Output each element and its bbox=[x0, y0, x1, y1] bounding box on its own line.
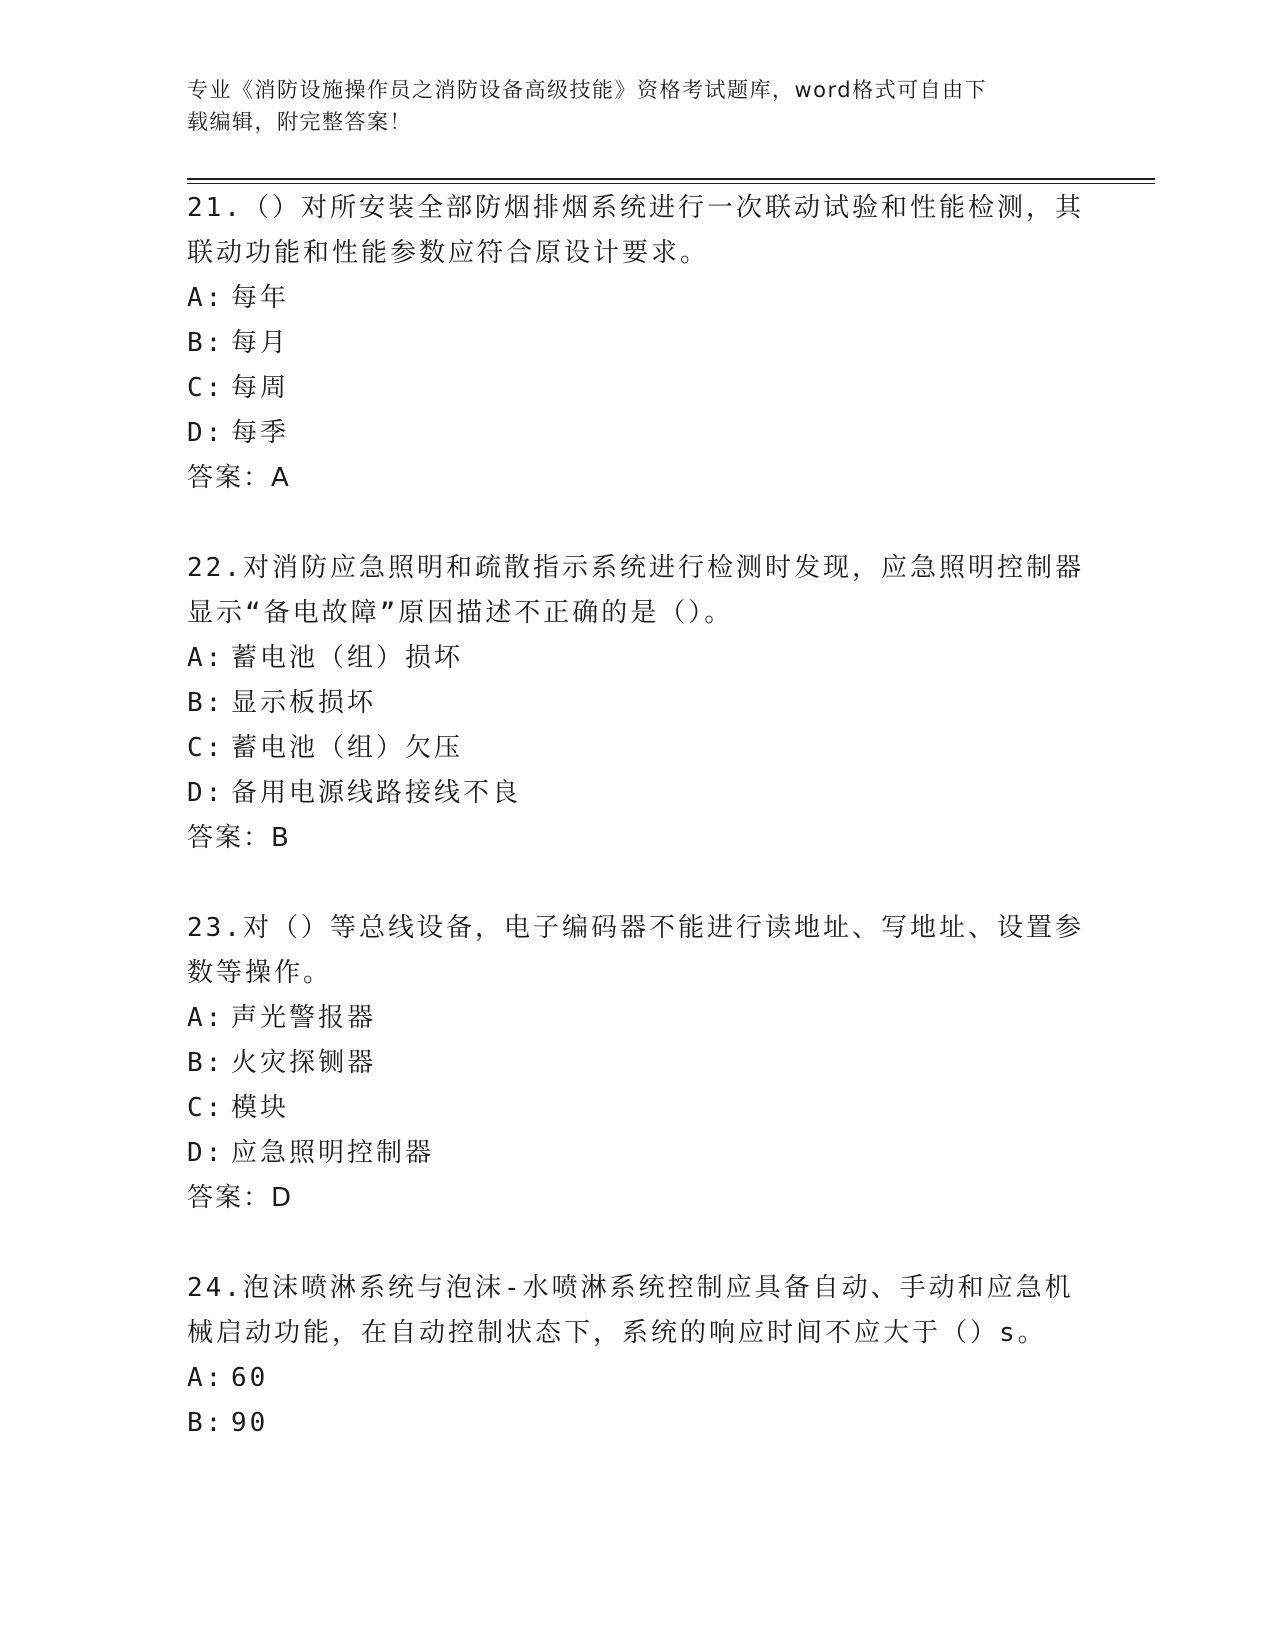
option-d bbox=[187, 411, 1087, 456]
answer-label: 答案：B bbox=[187, 823, 291, 853]
option-b bbox=[187, 1041, 1087, 1086]
option-b bbox=[187, 1401, 1087, 1446]
question-21 bbox=[187, 186, 1087, 501]
header-line-1: 专业《消防设施操作员之消防设备高级技能》资格考试题库，word格式可自由下 bbox=[187, 78, 988, 102]
option-a bbox=[187, 996, 1087, 1041]
option-a bbox=[187, 636, 1087, 681]
option-letter: A: bbox=[187, 1003, 225, 1033]
option-b bbox=[187, 681, 1087, 726]
option-text: 声光警报器 bbox=[231, 1003, 377, 1033]
question-24 bbox=[187, 1266, 1087, 1446]
question-stem-line: 显示“备电故障”原因描述不正确的是（）。 bbox=[187, 598, 734, 628]
option-text: 显示板损坏 bbox=[231, 688, 377, 718]
answer-label: 答案：A bbox=[187, 463, 291, 493]
option-a bbox=[187, 276, 1087, 321]
option-text: 每月 bbox=[231, 328, 290, 358]
option-c bbox=[187, 726, 1087, 771]
option-letter: A: bbox=[187, 643, 225, 673]
option-c bbox=[187, 366, 1087, 411]
option-text: 应急照明控制器 bbox=[231, 1138, 435, 1168]
option-letter: D: bbox=[187, 778, 225, 808]
option-letter: B: bbox=[187, 1408, 225, 1438]
option-a bbox=[187, 1356, 1087, 1401]
option-text: 火灾探铡器 bbox=[231, 1048, 377, 1078]
option-text: 每季 bbox=[231, 418, 290, 448]
option-letter: D: bbox=[187, 1138, 225, 1168]
header-divider-thick bbox=[187, 178, 1155, 180]
option-d bbox=[187, 1131, 1087, 1176]
option-letter: D: bbox=[187, 418, 225, 448]
option-c bbox=[187, 1086, 1087, 1131]
document-header bbox=[187, 74, 1067, 138]
question-stem-line: 21.（）对所安装全部防烟排烟系统进行一次联动试验和性能检测，其 bbox=[187, 193, 1084, 223]
option-text: 每周 bbox=[231, 373, 290, 403]
question-stem-line: 械启动功能，在自动控制状态下，系统的响应时间不应大于（）s。 bbox=[187, 1318, 1047, 1348]
option-letter: B: bbox=[187, 1048, 225, 1078]
question-stem-line: 数等操作。 bbox=[187, 958, 333, 988]
option-text: 模块 bbox=[231, 1093, 290, 1123]
header-line-2: 载编辑，附完整答案！ bbox=[187, 110, 412, 134]
option-letter: A: bbox=[187, 283, 225, 313]
option-letter: C: bbox=[187, 733, 225, 763]
option-text: 备用电源线路接线不良 bbox=[231, 778, 522, 808]
option-letter: B: bbox=[187, 328, 225, 358]
option-text: 90 bbox=[231, 1408, 269, 1438]
option-letter: C: bbox=[187, 373, 225, 403]
question-23 bbox=[187, 906, 1087, 1221]
option-d bbox=[187, 771, 1087, 816]
option-letter: C: bbox=[187, 1093, 225, 1123]
option-text: 蓄电池（组）欠压 bbox=[231, 733, 464, 763]
option-letter: B: bbox=[187, 688, 225, 718]
option-b bbox=[187, 321, 1087, 366]
question-stem-line: 22.对消防应急照明和疏散指示系统进行检测时发现，应急照明控制器 bbox=[187, 553, 1084, 583]
option-letter: A: bbox=[187, 1363, 225, 1393]
header-divider-thin bbox=[187, 183, 1155, 184]
option-text: 60 bbox=[231, 1363, 269, 1393]
question-stem-line: 联动功能和性能参数应符合原设计要求。 bbox=[187, 238, 710, 268]
answer-label: 答案：D bbox=[187, 1183, 294, 1213]
option-text: 每年 bbox=[231, 283, 290, 313]
option-text: 蓄电池（组）损坏 bbox=[231, 643, 464, 673]
question-22 bbox=[187, 546, 1087, 861]
question-stem-line: 24.泡沫喷淋系统与泡沫-水喷淋系统控制应具备自动、手动和应急机 bbox=[187, 1273, 1074, 1303]
question-stem-line: 23.对（）等总线设备，电子编码器不能进行读地址、写地址、设置参 bbox=[187, 913, 1084, 943]
